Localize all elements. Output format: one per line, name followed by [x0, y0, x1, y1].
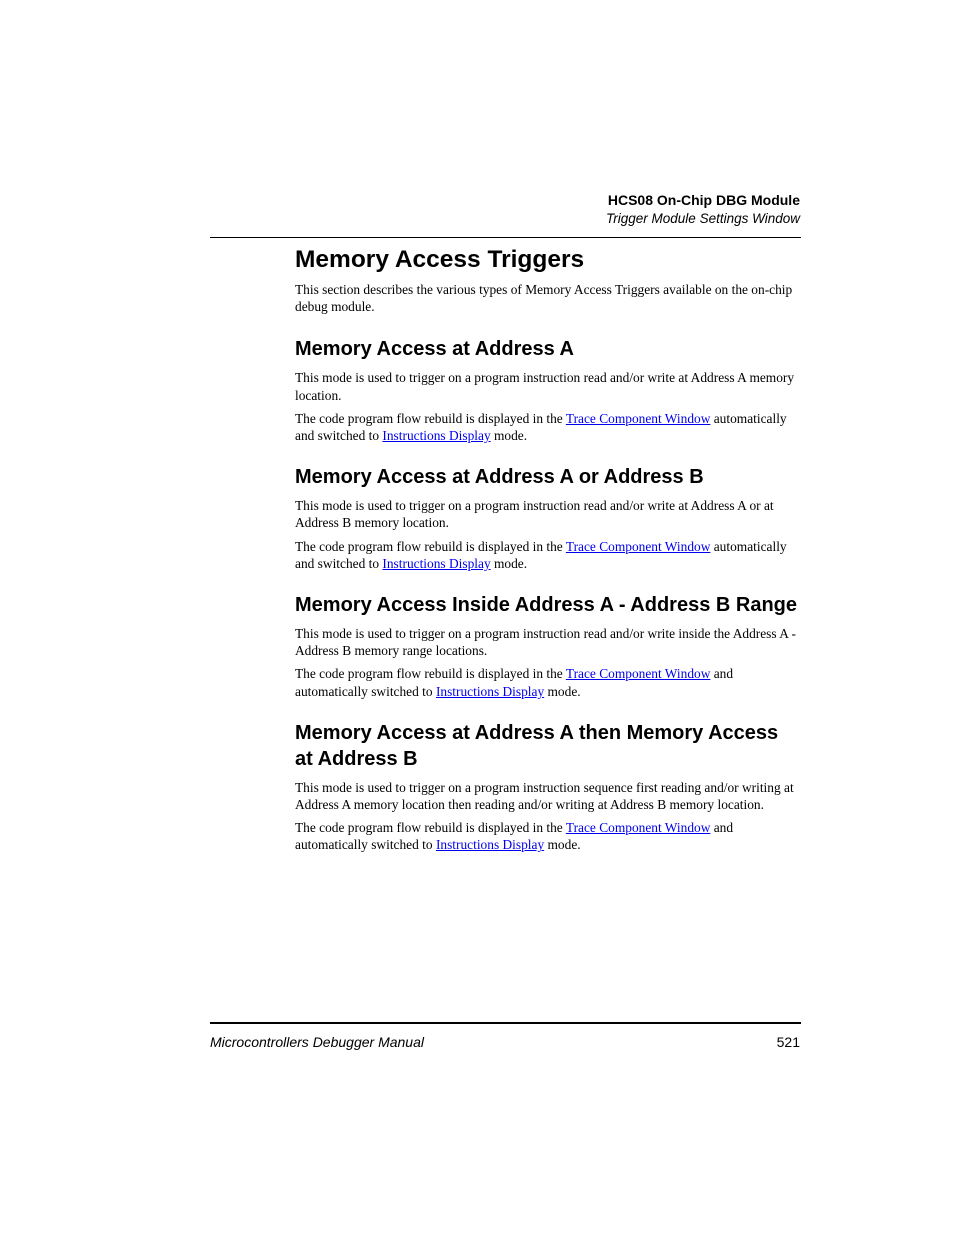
section-flow-paragraph — [295, 665, 801, 699]
header-section-title: Trigger Module Settings Window — [606, 211, 800, 226]
section-inside-range — [295, 592, 801, 700]
trace-component-window-link[interactable]: Trace Component Window — [565, 666, 711, 682]
flow-text-suffix: mode. — [544, 837, 581, 853]
section-heading: Memory Access at Address A — [295, 338, 575, 361]
header-divider — [210, 237, 801, 238]
section-address-a — [295, 336, 801, 444]
instructions-display-link[interactable]: Instructions Display — [435, 837, 545, 853]
flow-text-prefix: The code program flow rebuild is displayed in the — [295, 538, 566, 554]
flow-text-middle: and automatically switched to — [295, 820, 734, 853]
flow-text-suffix: mode. — [490, 555, 528, 571]
trace-component-window-link[interactable]: Trace Component Window — [565, 410, 711, 426]
flow-text-suffix: mode. — [490, 428, 528, 444]
flow-text-prefix: The code program flow rebuild is displayed in the — [295, 666, 566, 682]
section-address-a-or-b — [295, 464, 801, 572]
flow-text-prefix: The code program flow rebuild is displayed in the — [295, 410, 566, 426]
section-heading: Memory Access at Address A then Memory Access at Address B — [295, 721, 779, 770]
flow-text-prefix: The code program flow rebuild is displayed in the — [295, 820, 566, 836]
section-heading: Memory Access at Address A or Address B — [295, 466, 704, 489]
page-title: Memory Access Triggers — [295, 246, 585, 273]
instructions-display-link[interactable]: Instructions Display — [382, 555, 491, 571]
trace-component-window-link[interactable]: Trace Component Window — [565, 538, 711, 554]
section-flow-paragraph — [295, 538, 801, 572]
section-description: This mode is used to trigger on a program instruction sequence first reading and/or writing at Address A memory location then reading and/or writing at Address B memory location. — [295, 779, 794, 813]
flow-text-suffix: mode. — [544, 683, 581, 699]
section-a-then-b — [295, 720, 801, 854]
page-number: 521 — [776, 1034, 800, 1050]
header-chapter-title: HCS08 On-Chip DBG Module — [607, 192, 800, 208]
intro-paragraph: This section describes the various types of Memory Access Triggers available on the on-chip debug module. — [295, 282, 793, 315]
flow-text-middle: automatically and switched to — [295, 538, 787, 571]
section-description: This mode is used to trigger on a program instruction read and/or write inside the Address A - Address B memory range locations. — [295, 626, 796, 659]
footer-manual-title: Microcontrollers Debugger Manual — [210, 1034, 424, 1050]
section-heading: Memory Access Inside Address A - Address B Range — [295, 594, 798, 617]
flow-text-middle: automatically and switched to — [295, 410, 787, 444]
section-description: This mode is used to trigger on a program instruction read and/or write at Address A memory location. — [295, 370, 795, 403]
footer-divider — [210, 1022, 801, 1024]
page-content — [295, 244, 801, 854]
section-flow-paragraph — [295, 819, 801, 853]
trace-component-window-link[interactable]: Trace Component Window — [565, 820, 711, 836]
section-flow-paragraph — [295, 410, 801, 444]
section-description: This mode is used to trigger on a program instruction read and/or write at Address A or at Address B memory location. — [295, 498, 774, 531]
flow-text-middle: and automatically switched to — [295, 666, 734, 699]
instructions-display-link[interactable]: Instructions Display — [435, 683, 545, 699]
instructions-display-link[interactable]: Instructions Display — [382, 428, 491, 444]
